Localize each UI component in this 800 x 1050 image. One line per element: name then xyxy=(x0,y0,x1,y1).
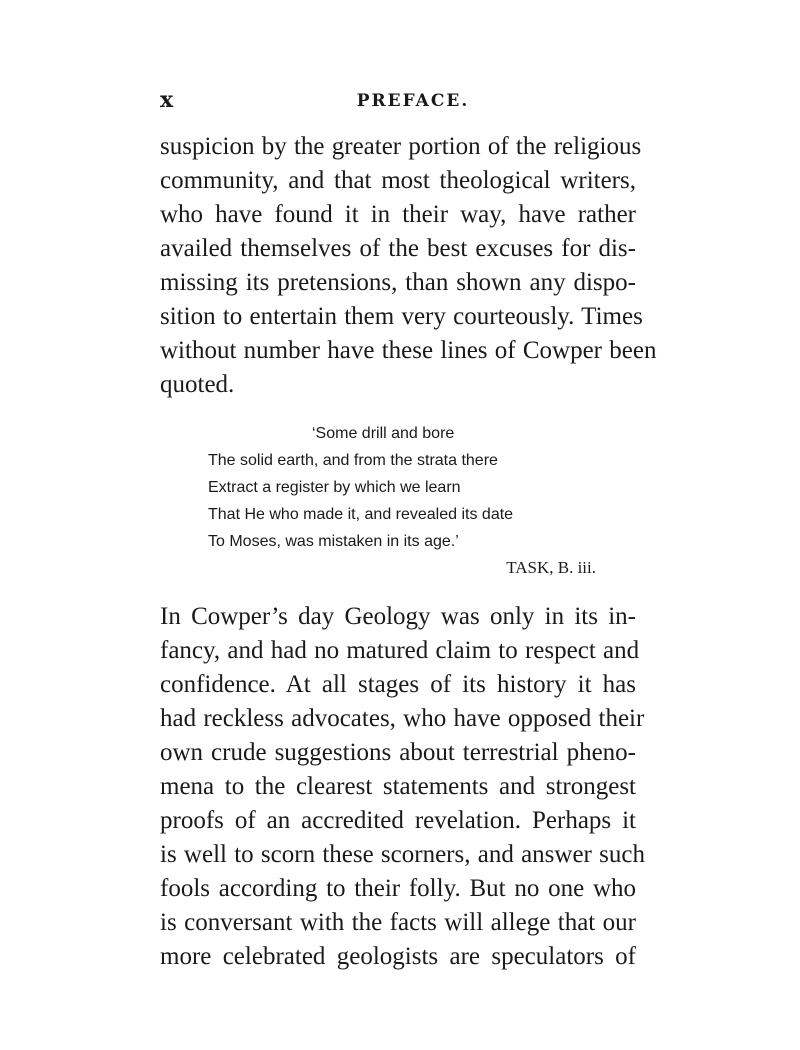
verse-line: That He who made it, and revealed its date xyxy=(208,506,514,523)
text-line: without number have these lines of Cowper been xyxy=(160,337,657,364)
text-line: sition to entertain them very courteously. Times xyxy=(160,303,643,330)
verse-line: The solid earth, and from the strata there xyxy=(208,452,498,469)
text-line: In Cowper’s day Geology was only in its in- xyxy=(160,603,636,630)
page-header xyxy=(160,86,636,114)
text-line: proofs of an accredited revelation. Perhaps it xyxy=(160,807,636,834)
text-line: availed themselves of the best excuses for dis- xyxy=(160,235,636,262)
text-line: fools according to their folly. But no one who xyxy=(160,875,636,902)
text-line: is well to scorn these scorners, and answer such xyxy=(160,841,645,868)
verse-quotation xyxy=(208,420,596,555)
verse-line: Extract a register by which we learn xyxy=(208,479,461,496)
running-head: PREFACE. xyxy=(356,91,470,111)
text-line: quoted. xyxy=(160,371,235,398)
quote-attribution: TASK, B. iii. xyxy=(506,558,596,577)
text-line: missing its pretensions, than shown any dispo- xyxy=(160,269,636,296)
text-line: is conversant with the facts will allege that our xyxy=(160,909,636,936)
text-line: suspicion by the greater portion of the religious xyxy=(160,133,642,160)
text-line: fancy, and had no matured claim to respect and xyxy=(160,637,640,664)
text-line: own crude suggestions about terrestrial pheno- xyxy=(160,739,636,766)
text-line: mena to the clearest statements and strongest xyxy=(160,773,636,800)
verse-line: ‘Some drill and bore xyxy=(312,425,455,442)
paragraph-1 xyxy=(160,130,657,402)
page-number: x xyxy=(160,87,174,113)
text-line: more celebrated geologists are speculators of xyxy=(160,943,636,970)
text-line: confidence. At all stages of its history it has xyxy=(160,671,636,698)
paragraph-2 xyxy=(160,600,645,974)
text-line: community, and that most theological writers, xyxy=(160,167,636,194)
text-line: who have found it in their way, have rather xyxy=(160,201,636,228)
text-line: had reckless advocates, who have opposed their xyxy=(160,705,645,732)
verse-line: To Moses, was mistaken in its age.’ xyxy=(208,533,459,550)
